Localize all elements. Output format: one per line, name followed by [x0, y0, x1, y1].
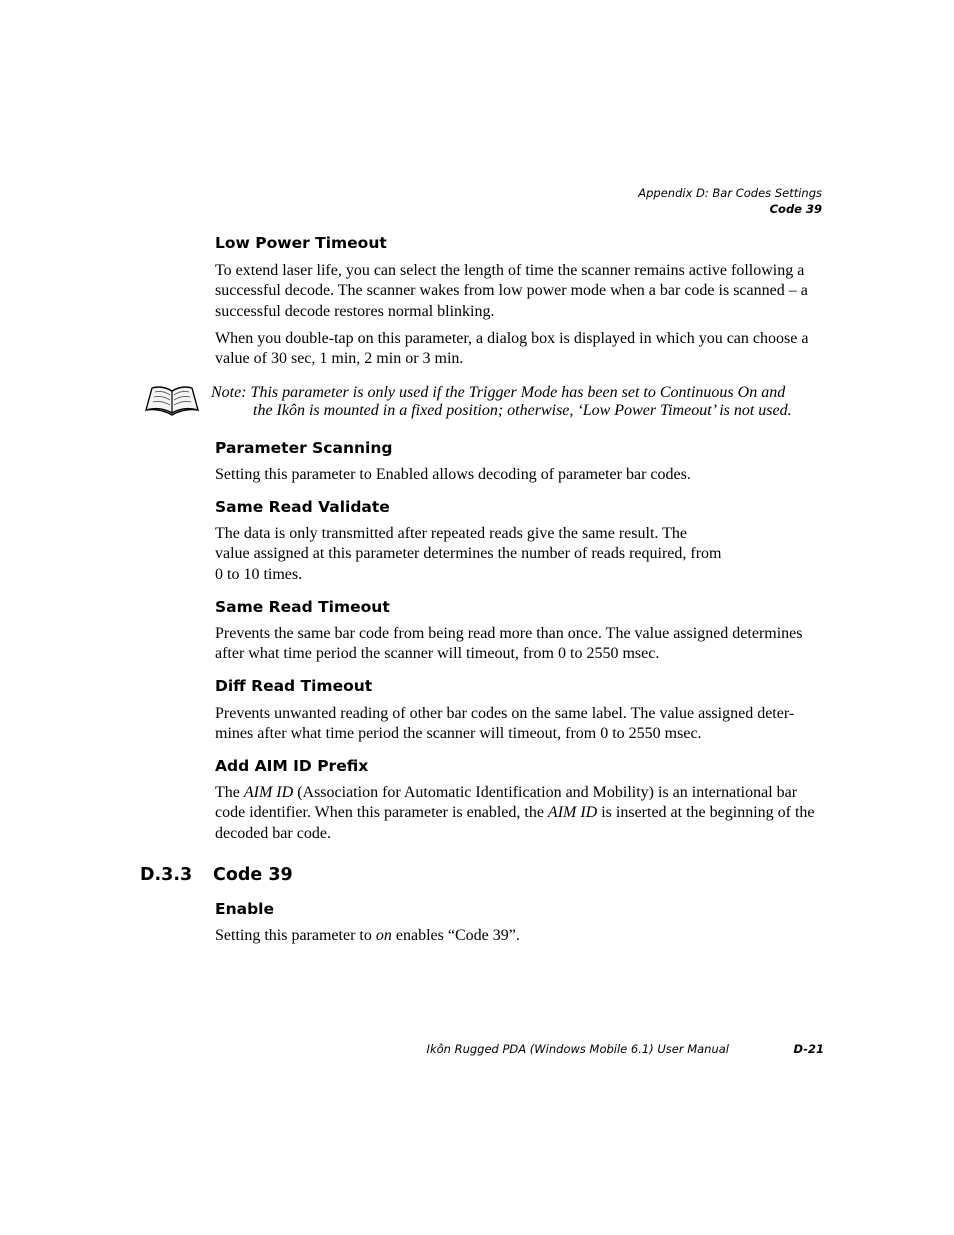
heading-enable: Enable	[215, 900, 275, 918]
diff-read-timeout-line-2: mines after what time period the scanner will timeout, from 0 to 2550 msec.	[215, 725, 702, 743]
paragraph-low-power-1: To extend laser life, you can select the length of time the scanner remains active following a successful decode. The scanner wakes from low power mode when a bar code is scanned – a successful decode restores normal blinking.	[215, 262, 808, 320]
paragraph-enable	[215, 926, 830, 946]
paragraph-diff-read-timeout	[215, 704, 830, 745]
heading-parameter-scanning: Parameter Scanning	[215, 439, 393, 457]
heading-diff-read-timeout: Diff Read Timeout	[215, 677, 373, 695]
section-diff-read-timeout	[215, 676, 830, 745]
enable-on-term: on	[375, 927, 392, 944]
paragraph-parameter-scanning: Setting this parameter to Enabled allows decoding of parameter bar codes.	[215, 466, 691, 483]
section-add-aim-id-prefix	[215, 756, 830, 844]
same-read-validate-line-3: 0 to 10 times.	[215, 565, 303, 583]
running-header	[638, 185, 822, 217]
running-header-chapter: Appendix D: Bar Codes Settings	[638, 186, 822, 200]
heading-add-aim-id-prefix: Add AIM ID Prefix	[215, 757, 369, 775]
note-line-1: Note: This parameter is only used if the Trigger Mode has been set to Continuous On and	[211, 384, 786, 401]
same-read-validate-line-2: value assigned at this parameter determines the number of reads required, from	[215, 545, 722, 563]
section-title: Code 39	[213, 865, 293, 885]
diff-read-timeout-line-1: Prevents unwanted reading of other bar codes on the same label. The value assigned deter-	[215, 705, 795, 722]
enable-text-2: enables “Code 39”.	[391, 927, 520, 944]
footer-manual-title: Ikôn Rugged PDA (Windows Mobile 6.1) User Manual	[426, 1042, 729, 1056]
aim-id-term-2: AIM ID	[547, 804, 598, 822]
same-read-validate-line-1: The data is only transmitted after repeated reads give the same result. The	[215, 525, 687, 542]
enable-text-1: Setting this parameter to	[215, 927, 376, 944]
heading-same-read-validate: Same Read Validate	[215, 498, 390, 516]
section-enable	[215, 899, 830, 946]
paragraph-same-read-validate	[215, 524, 830, 585]
paragraph-add-aim-id-prefix	[215, 783, 830, 844]
heading-same-read-timeout: Same Read Timeout	[215, 598, 390, 616]
aim-text-3: is inserted at the beginning of the decoded bar code.	[215, 804, 815, 842]
section-number: D.3.3	[140, 865, 193, 885]
note-low-power	[211, 384, 831, 420]
section-same-read-timeout	[215, 597, 830, 665]
heading-low-power-timeout: Low Power Timeout	[215, 234, 387, 252]
paragraph-low-power-2: When you double-tap on this parameter, a dialog box is displayed in which you can choose a value of 30 sec, 1 min, 2 min or 3 min.	[215, 329, 809, 368]
section-same-read-validate	[215, 497, 830, 585]
footer-page-number: D-21	[793, 1042, 824, 1056]
open-book-icon	[144, 384, 200, 416]
aim-text-2: (Association for Automatic Identification and Mobility) is an international bar code identifier. When this parameter is enabled, the	[215, 784, 798, 822]
running-header-section: Code 39	[769, 202, 822, 216]
aim-id-term-1: AIM ID	[243, 784, 294, 801]
note-line-2: the Ikôn is mounted in a fixed position; otherwise, ‘Low Power Timeout’ is not used.	[253, 402, 792, 419]
paragraph-same-read-timeout: Prevents the same bar code from being read more than once. The value assigned determines after what time period the scanner will timeout, from 0 to 2550 msec.	[215, 625, 803, 663]
section-parameter-scanning	[215, 438, 830, 485]
section-low-power-timeout	[215, 233, 830, 369]
aim-text-1: The	[215, 784, 244, 801]
